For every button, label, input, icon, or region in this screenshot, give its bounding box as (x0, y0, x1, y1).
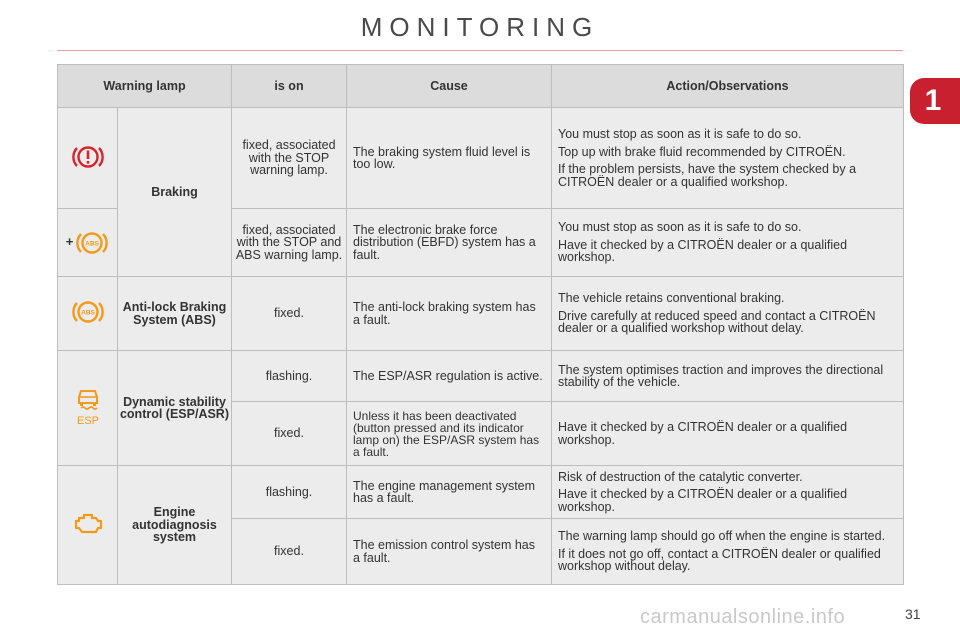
action-text: The system optimises traction and improves the directional stability of the vehicle. (558, 362, 884, 389)
abs-warning-icon (75, 229, 109, 257)
action-cell (552, 277, 904, 351)
cause-cell: The emission control system has a fault. (347, 519, 552, 585)
action-cell (552, 209, 904, 277)
group-name-engine: Engine autodiagnosis system (118, 466, 232, 585)
action-text: Top up with brake fluid recommended by CITROËN. (558, 144, 846, 159)
cause-cell: The anti-lock braking system has a fault. (347, 277, 552, 351)
is-on-cell: flashing. (232, 351, 347, 402)
action-cell (552, 519, 904, 585)
page-title: MONITORING (360, 12, 600, 42)
is-on-cell: fixed, associated with the STOP warning lamp. (232, 108, 347, 209)
action-cell (552, 108, 904, 209)
action-text: If it does not go off, contact a CITROËN dealer or qualified workshop without delay. (558, 546, 881, 574)
watermark: carmanualsonline.info (640, 606, 846, 628)
cause-cell: Unless it has been deactivated (button pressed and its indicator lamp on) the ESP/ASR system has a fault. (347, 402, 552, 466)
cause-cell: The electronic brake force distribution (EBFD) system has a fault. (347, 209, 552, 277)
header-cause: Cause (347, 65, 552, 108)
table-row (58, 351, 904, 402)
title-divider (57, 50, 903, 51)
icon-cell (58, 351, 118, 466)
header-warning-lamp: Warning lamp (58, 65, 232, 108)
header-action: Action/Observations (552, 65, 904, 108)
cause-cell: The engine management system has a fault. (347, 466, 552, 519)
action-cell (552, 466, 904, 519)
cause-cell: The braking system fluid level is too low. (347, 108, 552, 209)
action-text: You must stop as soon as it is safe to do so. (558, 127, 802, 141)
abs-warning-icon (71, 298, 105, 326)
icon-cell (58, 108, 118, 209)
is-on-cell: fixed, associated with the STOP and ABS warning lamp. (232, 209, 347, 277)
warning-lamp-table (57, 64, 904, 585)
brake-warning-icon (71, 143, 105, 171)
action-text: Have it checked by a CITROËN dealer or a qualified workshop. (558, 237, 848, 265)
engine-warning-icon (70, 510, 106, 538)
action-cell (552, 351, 904, 402)
action-text: Have it checked by a CITROËN dealer or a qualified workshop. (558, 420, 848, 447)
action-text: Have it checked by a CITROËN dealer or a qualified workshop. (558, 487, 848, 514)
table-row (58, 466, 904, 519)
action-text: Drive carefully at reduced speed and contact a CITROËN dealer or a qualified workshop without delay. (558, 308, 876, 336)
icon-cell (58, 209, 118, 277)
page-number: 31 (905, 606, 921, 622)
svg-text:ABS: ABS (80, 309, 95, 317)
action-cell (552, 402, 904, 466)
group-name-abs: Anti-lock Braking System (ABS) (118, 277, 232, 351)
esp-warning-icon (71, 387, 105, 427)
action-text: If the problem persists, have the system checked by a CITROËN dealer or a qualified workshop. (558, 162, 857, 189)
is-on-cell: fixed. (232, 519, 347, 585)
is-on-cell: fixed. (232, 402, 347, 466)
chapter-tab: 1 (910, 78, 960, 124)
is-on-cell: flashing. (232, 466, 347, 519)
plus-sign: + (65, 234, 74, 250)
svg-text:ESP: ESP (76, 414, 99, 427)
svg-text:ABS: ABS (85, 240, 100, 247)
header-is-on: is on (232, 65, 347, 108)
is-on-cell: fixed. (232, 277, 347, 351)
icon-cell (58, 466, 118, 585)
table-row (58, 277, 904, 351)
group-name-braking: Braking (118, 108, 232, 277)
action-text: The vehicle retains conventional braking. (558, 291, 785, 306)
action-text: Risk of destruction of the catalytic converter. (558, 469, 803, 484)
action-text: The warning lamp should go off when the engine is started. (558, 529, 886, 544)
cause-cell: The ESP/ASR regulation is active. (347, 351, 552, 402)
icon-cell (58, 277, 118, 351)
table-header-row (58, 65, 904, 108)
action-text: You must stop as soon as it is safe to do so. (558, 220, 802, 235)
group-name-esp: Dynamic stability control (ESP/ASR) (118, 351, 232, 466)
table-row (58, 108, 904, 209)
